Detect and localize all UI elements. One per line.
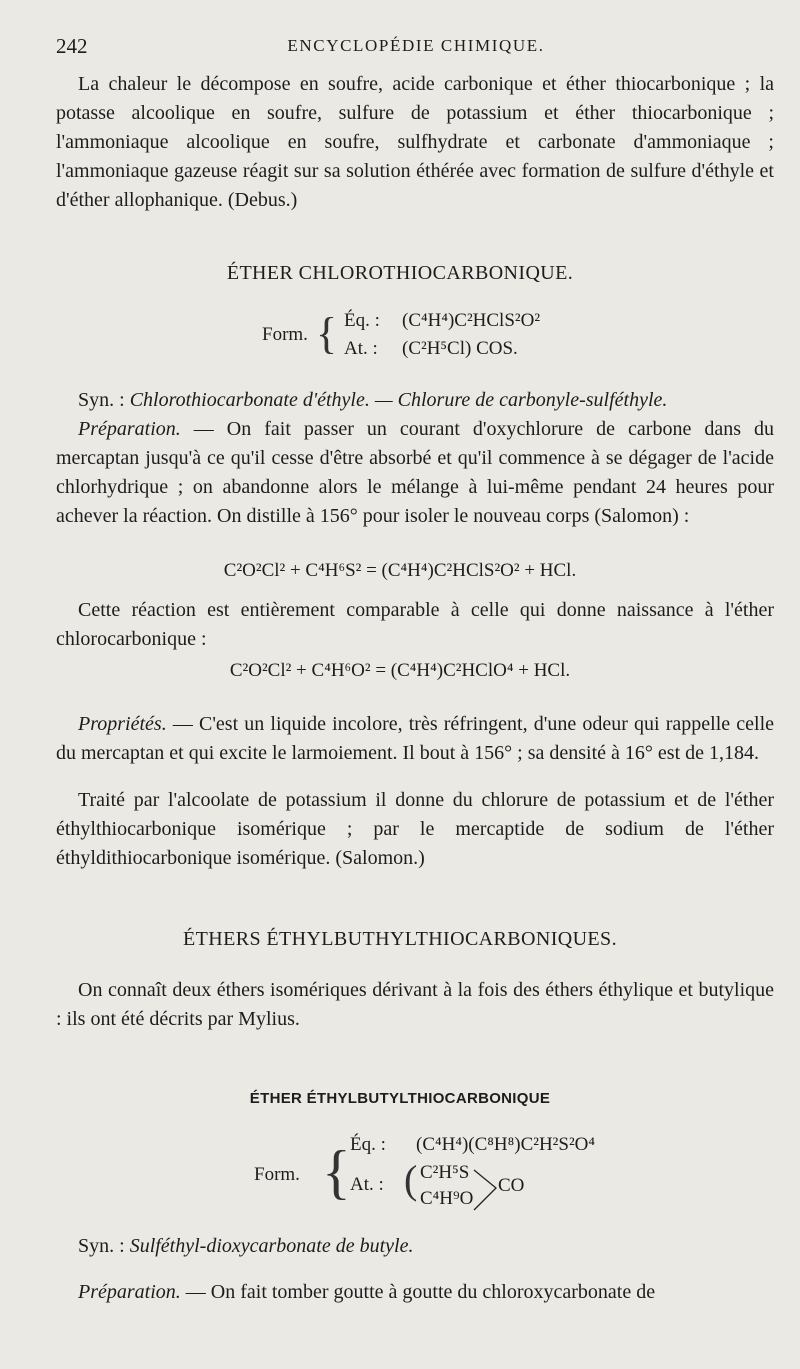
properties-paragraph xyxy=(56,710,774,768)
formula-label-2: Form. xyxy=(254,1164,300,1185)
section-title-ethylbutyl: ÉTHER ÉTHYLBUTYLTHIOCARBONIQUE xyxy=(249,1090,551,1107)
formula-inner-brace: ( xyxy=(404,1157,418,1202)
synonym-label: Syn. : xyxy=(78,389,125,411)
formula-at-part1: C²H⁵S xyxy=(420,1162,470,1183)
formula-eq-label-2: Éq. : xyxy=(350,1134,386,1155)
preparation-paragraph-2 xyxy=(56,1278,774,1307)
formula-label: Form. xyxy=(262,324,308,345)
properties-text: — C'est un liquide incolore, très réfringent, d'une odeur qui rappelle celle du mercaptan et qui excite le larmoiement. Il bout à 156° ; sa densité à 16° est de 1,184. xyxy=(56,713,775,764)
preparation-text: — On fait passer un courant d'oxychlorure de carbone dans du mercaptan jusqu'à ce qu'il cesse d'être absorbé et qu'il commence à se dégager de l'acide chlorhydrique ; on abandonne alors le mélange à lui-même pendant 24 heures pour achever la réaction. On distille à 156° pour isoler le nouveau corps (Salomon) : xyxy=(56,418,775,527)
page-header xyxy=(56,34,776,60)
preparation-text-2: — On fait tomber goutte à goutte du chloroxycarbonate de xyxy=(185,1281,656,1303)
synonym-text-2: Sulféthyl-dioxycarbonate de butyle. xyxy=(129,1235,414,1257)
formula-at-part2: C⁴H⁹O xyxy=(420,1188,474,1209)
formula-eq: (C⁴H⁴)C²HClS²O² xyxy=(402,310,541,331)
preparation-paragraph xyxy=(56,415,774,531)
formula-block-2 xyxy=(254,1130,634,1220)
synonym-line xyxy=(56,386,774,415)
preparation-label-2: Préparation. xyxy=(78,1281,181,1303)
synonym-line-2 xyxy=(56,1232,774,1261)
synonym-text: Chlorothiocarbonate d'éthyle. — Chlorure de carbonyle-sulféthyle. xyxy=(129,389,668,411)
synonym-label-2: Syn. : xyxy=(78,1235,125,1257)
formula-at-label-2: At. : xyxy=(350,1174,384,1195)
intro-paragraph: La chaleur le décompose en soufre, acide carbonique et éther thiocarbonique ; la potasse alcoolique en soufre, sulfure de potassium et éther thiocarbonique ; l'ammoniaque alcoolique en soufre, sulfhydrate et carbonate d'ammoniaque ; l'ammoniaque gazeuse réagit sur sa solution éthérée avec formation de sulfure d'éthyle et d'éther allophanique. (Debus.) xyxy=(56,73,774,211)
isomers-paragraph: On connaît deux éthers isomériques dérivant à la fois des éthers éthylique et butylique : ils ont été décrits par Mylius. xyxy=(56,979,774,1030)
section-title-chlorothiocarbonique: ÉTHER CHLOROTHIOCARBONIQUE. xyxy=(226,262,574,284)
formula-brace-2: { xyxy=(322,1139,351,1205)
formula-at-label: At. : xyxy=(344,338,378,359)
equation-2: C²O²Cl² + C⁴H⁶O² = (C⁴H⁴)C²HClO⁴ + HCl. xyxy=(229,660,571,681)
comparison-paragraph: Cette réaction est entièrement comparable à celle qui donne naissance à l'éther chlorocarbonique : xyxy=(56,599,774,650)
formula-eq-2: (C⁴H⁴)(C⁸H⁸)C²H²S²O⁴ xyxy=(416,1134,595,1155)
formula-eq-label: Éq. : xyxy=(344,310,380,331)
equation-1: C²O²Cl² + C⁴H⁶S² = (C⁴H⁴)C²HClS²O² + HCl. xyxy=(223,560,577,581)
formula-block xyxy=(262,306,582,368)
preparation-label: Préparation. xyxy=(78,418,181,440)
properties-label: Propriétés. xyxy=(78,713,167,735)
treatment-paragraph: Traité par l'alcoolate de potassium il donne du chlorure de potassium et de l'éther éthylthiocarbonique isomérique ; par le mercaptide de sodium de l'éther éthyldithiocarbonique isomérique. (Salomon.) xyxy=(56,789,774,869)
formula-at-part3: CO xyxy=(498,1175,525,1196)
running-title: ENCYCLOPÉDIE CHIMIQUE. xyxy=(287,36,545,55)
formula-brace: { xyxy=(316,309,338,358)
formula-at: (C²H⁵Cl) COS. xyxy=(402,338,518,359)
section-title-ethylbuthyl: ÉTHERS ÉTHYLBUTHYLTHIOCARBONIQUES. xyxy=(183,928,617,950)
page-number: 242 xyxy=(56,34,88,58)
